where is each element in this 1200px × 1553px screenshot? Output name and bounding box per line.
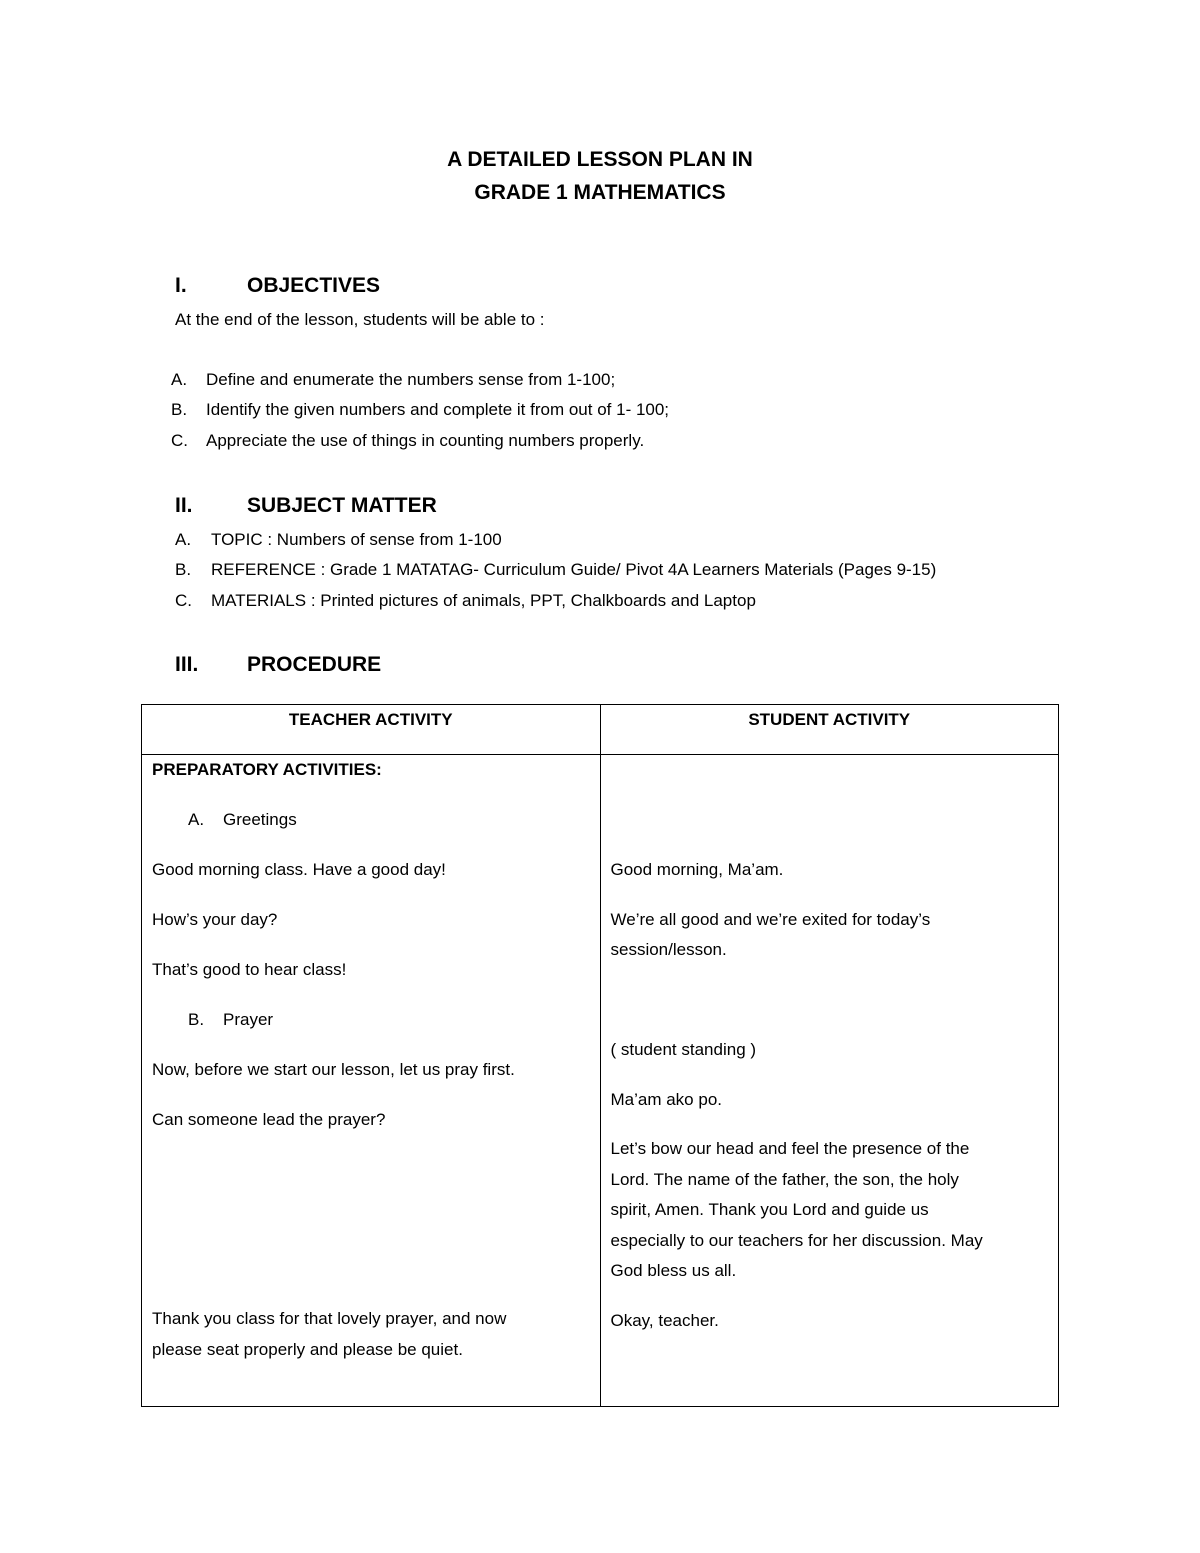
subject-item-a xyxy=(175,530,1055,552)
student-line: ( student standing ) xyxy=(610,1040,757,1059)
subject-item-b xyxy=(175,560,1055,582)
teacher-line: That’s good to hear class! xyxy=(152,960,347,979)
objective-item-a xyxy=(171,370,971,392)
teacher-line: please seat properly and please be quiet. xyxy=(152,1340,463,1359)
subject-letter: B. xyxy=(175,560,192,579)
objective-text: Identify the given numbers and complete it from out of 1- 100; xyxy=(206,400,670,419)
objectives-intro: At the end of the lesson, students will be able to : xyxy=(175,310,545,329)
student-line: Good morning, Ma’am. xyxy=(610,860,784,879)
subject-item-c xyxy=(175,591,1055,613)
table-row xyxy=(142,755,1059,1407)
student-prayer-line: Let’s bow our head and feel the presence of the xyxy=(610,1139,970,1158)
student-line: We’re all good and we’re exited for today’s xyxy=(610,910,931,929)
teacher-line: Good morning class. Have a good day! xyxy=(152,860,446,879)
teacher-activity-cell xyxy=(142,755,601,1407)
subject-letter: A. xyxy=(175,530,192,549)
student-prayer-line: especially to our teachers for her discussion. May xyxy=(610,1231,983,1250)
objectives-numeral: I. xyxy=(175,274,187,297)
teacher-line: Now, before we start our lesson, let us pray first. xyxy=(152,1060,515,1079)
procedure-table xyxy=(141,704,1059,1407)
subject-text: MATERIALS : Printed pictures of animals, PPT, Chalkboards and Laptop xyxy=(211,591,756,610)
greetings-subheading: Greetings xyxy=(223,810,297,829)
objective-text: Appreciate the use of things in counting numbers properly. xyxy=(206,431,645,450)
student-line: Ma’am ako po. xyxy=(610,1090,722,1109)
objective-item-b xyxy=(171,400,971,422)
subject-text: REFERENCE : Grade 1 MATATAG- Curriculum Guide/ Pivot 4A Learners Materials (Pages 9-15) xyxy=(211,560,937,579)
subject-text: TOPIC : Numbers of sense from 1-100 xyxy=(211,530,502,549)
prayer-letter: B. xyxy=(188,1010,205,1029)
objective-letter: A. xyxy=(171,370,188,389)
student-prayer-line: Lord. The name of the father, the son, the holy xyxy=(610,1170,959,1189)
procedure-numeral: III. xyxy=(175,653,199,676)
table-header-row xyxy=(142,705,1059,755)
objective-letter: B. xyxy=(171,400,188,419)
teacher-line: Thank you class for that lovely prayer, and now xyxy=(152,1309,507,1328)
teacher-line: How’s your day? xyxy=(152,910,278,929)
preparatory-activities-label: PREPARATORY ACTIVITIES: xyxy=(152,760,382,779)
subject-matter-numeral: II. xyxy=(175,494,193,517)
procedure-title: PROCEDURE xyxy=(247,653,382,676)
student-line: Okay, teacher. xyxy=(610,1311,719,1330)
prayer-subheading: Prayer xyxy=(223,1010,274,1029)
objective-item-c xyxy=(171,431,971,453)
student-prayer-line: spirit, Amen. Thank you Lord and guide us xyxy=(610,1200,929,1219)
objective-text: Define and enumerate the numbers sense from 1-100; xyxy=(206,370,616,389)
procedure-heading xyxy=(175,653,575,679)
teacher-line: Can someone lead the prayer? xyxy=(152,1110,386,1129)
objective-letter: C. xyxy=(171,431,188,450)
subject-matter-title: SUBJECT MATTER xyxy=(247,494,437,517)
student-activity-header: STUDENT ACTIVITY xyxy=(600,705,1059,755)
document-title-line1: A DETAILED LESSON PLAN IN xyxy=(447,148,753,171)
subject-letter: C. xyxy=(175,591,192,610)
greetings-letter: A. xyxy=(188,810,205,829)
teacher-activity-header: TEACHER ACTIVITY xyxy=(142,705,601,755)
subject-matter-heading xyxy=(175,494,575,520)
student-activity-cell xyxy=(600,755,1059,1407)
student-prayer-line: God bless us all. xyxy=(610,1261,737,1280)
objectives-title: OBJECTIVES xyxy=(247,274,381,297)
objectives-heading xyxy=(175,274,575,300)
document-title-line2: GRADE 1 MATHEMATICS xyxy=(474,181,726,204)
student-line: session/lesson. xyxy=(610,940,727,959)
